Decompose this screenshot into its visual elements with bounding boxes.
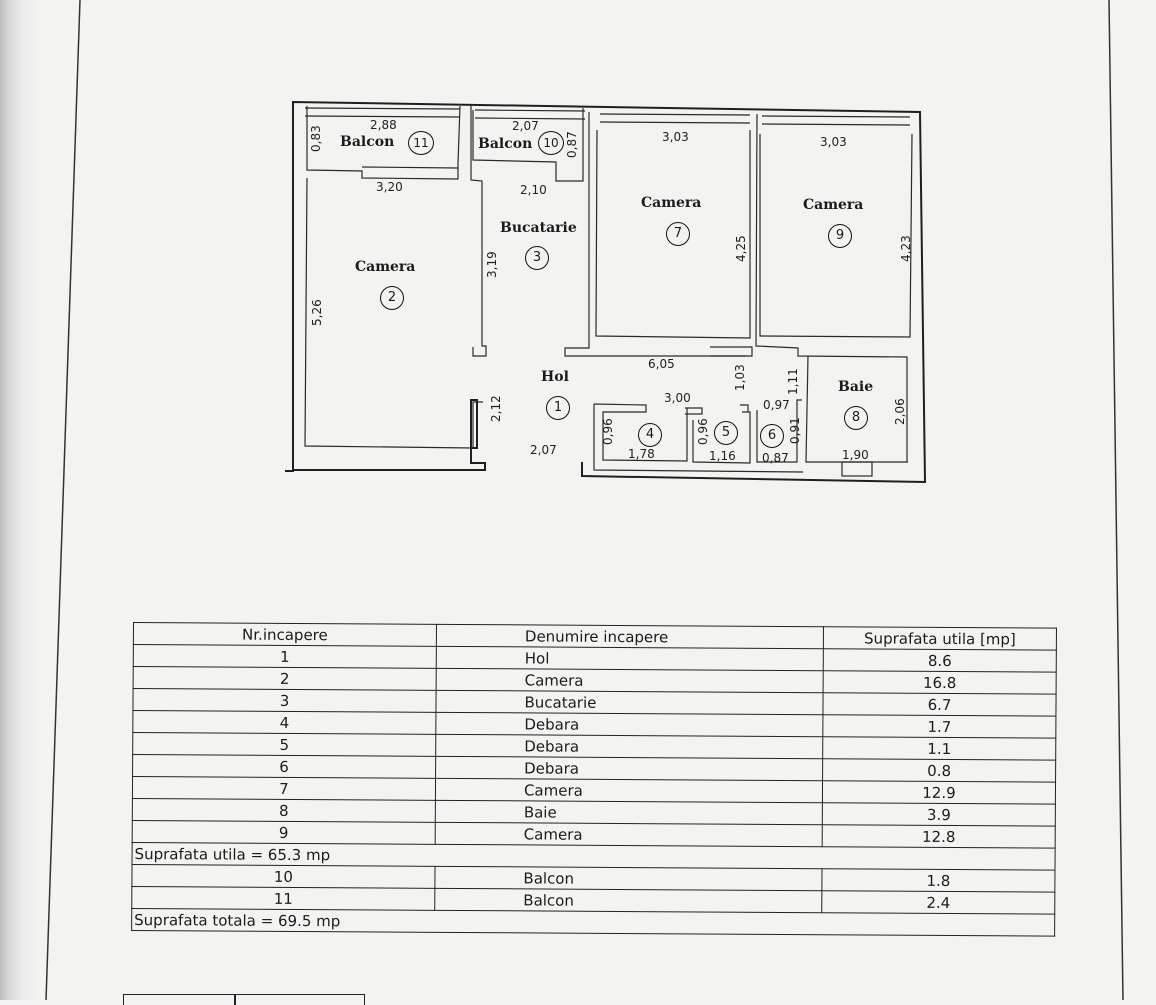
room-name: Bucatarie (500, 220, 577, 236)
room-number: 7 (673, 226, 683, 241)
cell-nr: 1 (133, 645, 436, 669)
cell-nr: 3 (133, 689, 436, 713)
header-usable-area: Suprafata utila [mp] (823, 627, 1056, 650)
cell-nr: 10 (132, 864, 435, 888)
room-number-circle (760, 424, 784, 448)
cell-name: Camera (435, 822, 822, 846)
room-number: 9 (835, 228, 845, 243)
dim-label: 0,87 (565, 131, 579, 158)
room-name: Baie (838, 379, 874, 395)
cell-area: 1.8 (822, 869, 1055, 892)
room-label-bucatarie (500, 217, 577, 236)
room-number: 11 (413, 136, 429, 150)
room-name: Camera (355, 259, 416, 275)
room-number-circle (408, 131, 434, 155)
room-label-hol (541, 366, 569, 385)
room-number-circle (666, 222, 690, 246)
dim-label: 2,07 (512, 119, 539, 133)
room-label-camera-9 (803, 194, 863, 213)
dim-label: 1,90 (842, 448, 869, 462)
cell-area: 1.7 (823, 715, 1056, 738)
cell-name: Camera (436, 668, 823, 692)
dim-label: 0,96 (696, 418, 710, 445)
room-name: Camera (641, 195, 702, 211)
cell-name: Camera (435, 778, 822, 802)
title-block-divider (234, 995, 236, 1005)
room-number: 5 (721, 425, 731, 440)
room-number-circle (380, 286, 404, 310)
dim-label: 2,07 (530, 443, 557, 457)
cell-area: 1.1 (823, 737, 1056, 760)
cell-nr: 11 (132, 886, 435, 910)
room-label-baie (838, 376, 873, 395)
cell-nr: 9 (132, 820, 435, 844)
room-number: 1 (553, 400, 563, 415)
sheet-left-edge (46, 0, 80, 1000)
dim-label: 2,06 (893, 398, 907, 425)
room-label-camera-2 (355, 256, 415, 275)
cell-nr: 5 (133, 733, 436, 757)
cell-name: Hol (436, 646, 823, 670)
dim-label: 3,03 (820, 135, 847, 149)
cell-name: Bucatarie (436, 690, 823, 714)
dim-label: 1,16 (709, 449, 736, 463)
cell-area: 16.8 (823, 671, 1056, 694)
dim-label: 0,83 (309, 125, 323, 152)
cell-nr: 4 (133, 711, 436, 735)
cell-area: 12.9 (822, 781, 1055, 804)
room-label-balcon-10 (478, 133, 532, 152)
room-number-circle (714, 421, 738, 445)
room-number: 10 (543, 136, 559, 150)
room-number: 3 (532, 250, 542, 265)
dim-label: 1,11 (786, 368, 800, 395)
room-number-circle (828, 224, 852, 248)
cell-area: 2.4 (822, 891, 1055, 914)
dim-label: 0,96 (601, 418, 615, 445)
room-name: Balcon (340, 134, 395, 150)
cell-area: 0.8 (823, 759, 1056, 782)
usable-area-total: Suprafata utila = 65.3 mp (132, 842, 1055, 870)
dim-label: 1,03 (733, 364, 747, 391)
dim-label: 6,05 (648, 357, 675, 371)
dim-label: 4,25 (734, 235, 748, 262)
room-number-circle (844, 406, 868, 430)
total-area: Suprafata totala = 69.5 mp (132, 908, 1055, 936)
cell-area: 12.8 (822, 825, 1055, 848)
room-number-circle (525, 246, 549, 270)
dim-label: 0,87 (762, 451, 789, 465)
room-label-balcon-11 (340, 131, 394, 150)
dim-label: 2,12 (489, 395, 503, 422)
cell-nr: 2 (133, 667, 436, 691)
cell-name: Debara (436, 712, 823, 736)
dim-label: 3,03 (662, 130, 689, 144)
sheet-right-edge (1109, 0, 1123, 1000)
cell-name: Debara (436, 734, 823, 758)
room-area-table (131, 622, 1057, 937)
dim-label: 1,78 (628, 447, 655, 461)
header-room-name: Denumire incapere (436, 624, 823, 648)
dim-label: 2,10 (520, 183, 547, 197)
dim-label: 3,00 (664, 391, 691, 405)
dim-label: 4,23 (899, 235, 913, 262)
dim-label: 5,26 (310, 299, 324, 326)
cell-nr: 7 (132, 777, 435, 801)
room-label-camera-7 (641, 192, 701, 211)
cell-nr: 6 (133, 755, 436, 779)
dim-label: 3,20 (376, 180, 403, 194)
room-number-circle (638, 423, 662, 447)
room-name: Camera (803, 197, 864, 213)
room-number: 2 (387, 290, 397, 305)
room-number: 4 (645, 427, 655, 442)
cell-name: Debara (436, 756, 823, 780)
room-name: Balcon (478, 136, 533, 152)
dim-label: 0,97 (763, 398, 790, 412)
room-number: 6 (767, 428, 777, 443)
room-number-circle (538, 131, 564, 155)
cell-area: 8.6 (823, 649, 1056, 672)
cell-name: Balcon (435, 866, 822, 890)
dim-label: 2,88 (370, 118, 397, 132)
dim-label: 3,19 (485, 251, 499, 278)
room-name: Hol (541, 369, 569, 385)
cell-name: Baie (435, 800, 822, 824)
cell-name: Balcon (435, 888, 822, 912)
header-room-number: Nr.incapere (133, 623, 436, 647)
room-number-circle (546, 396, 570, 420)
cell-area: 3.9 (822, 803, 1055, 826)
room-number: 8 (851, 410, 861, 425)
cell-area: 6.7 (823, 693, 1056, 716)
dim-label: 0,91 (788, 417, 802, 444)
cell-nr: 8 (132, 798, 435, 822)
